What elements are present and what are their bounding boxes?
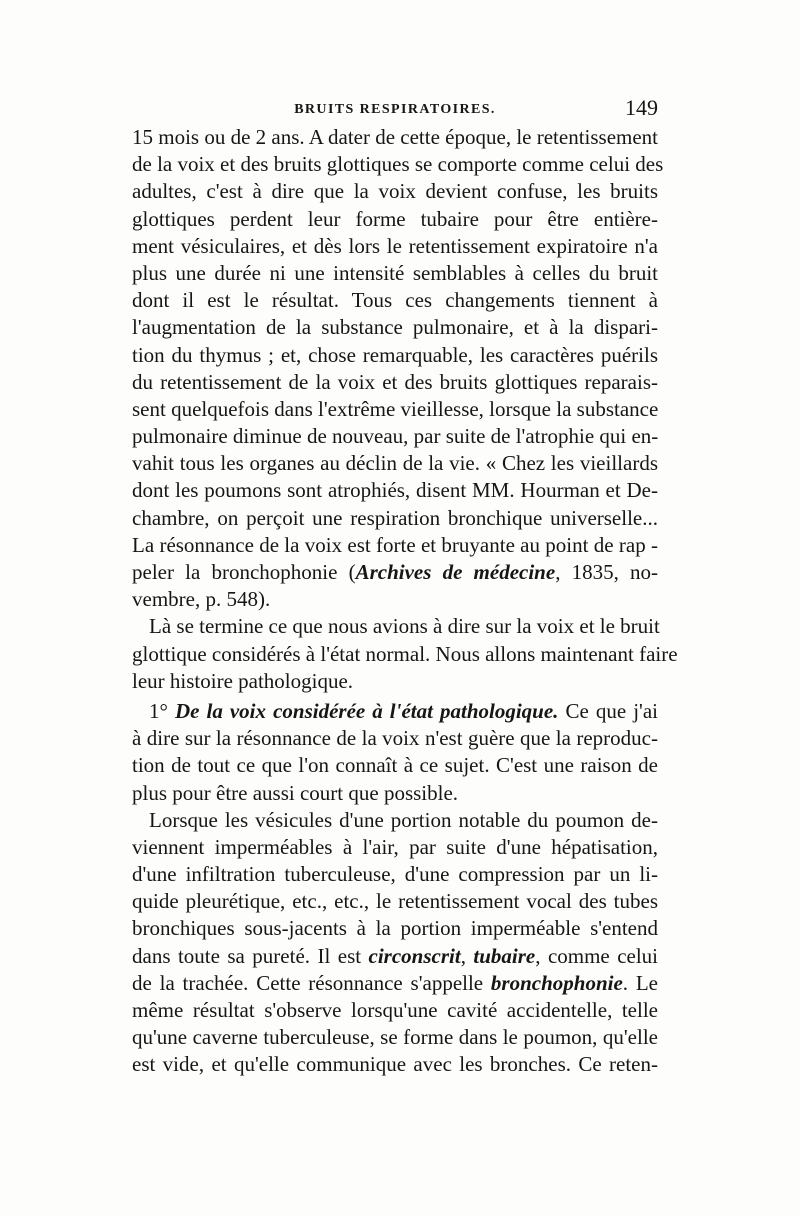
text-line: viennent imperméables à l'air, par suite d'une hépatisation, [132,834,658,859]
text-line: glottiques perdent leur forme tubaire pour être entière- [132,206,658,231]
emphasis-term: tubaire [473,943,536,968]
text-line: dont il est le résultat. Tous ces changements tiennent à [132,288,658,313]
text-segment: , comme celui [535,943,659,968]
text-line: La résonnance de la voix est forte et bruyante au point de rap - [132,532,658,557]
text-segment: , [460,943,474,968]
text-line: Lorsque les vésicules d'une portion notable du poumon de- [149,807,658,832]
text-segment: dans toute sa pureté. Il est [132,943,369,968]
text-line: tion du thymus ; et, chose remarquable, les caractères puérils [132,342,658,367]
text-line: de la voix et des bruits glottiques se comporte comme celui des [132,152,664,177]
text-line: qu'une caverne tuberculeuse, se forme dans le poumon, qu'elle [132,1025,658,1050]
text-line-with-citation [132,559,658,586]
text-line: vahit tous les organes au déclin de la vie. « Chez les vieillards [132,451,658,476]
text-segment: de la trachée. Cette résonnance s'appelle [132,970,491,995]
text-line: vembre, p. 548). [132,587,271,612]
text-line: leur histoire pathologique. [132,668,354,693]
running-title: BRUITS RESPIRATOIRES. [294,102,496,117]
page-number: 149 [625,95,658,120]
text-line: est vide, et qu'elle communique avec les bronches. Ce reten- [132,1052,658,1077]
text-line: sent quelquefois dans l'extrême vieillesse, lorsque la substance [132,396,659,421]
text-segment: peler la bronchophonie ( [132,560,356,584]
page-header [132,92,658,122]
text-line: d'une infiltration tuberculeuse, d'une compression par un li- [132,862,658,887]
text-line: du retentissement de la voix et des bruits glottiques reparais- [132,369,658,394]
text-line: l'augmentation de la substance pulmonaire, et à la dispari- [132,315,658,340]
text-segment: Ce que j'ai [558,698,658,723]
text-line: même résultat s'observe lorsqu'une cavité accidentelle, telle [132,998,658,1022]
text-line: plus pour être aussi court que possible. [132,780,459,805]
text-line: quide pleurétique, etc., etc., le retentissement vocal des tubes [132,889,658,914]
section-number: 1° [149,698,175,723]
body-text [132,124,678,1079]
text-line: plus une durée ni une intensité semblables à celles du bruit [132,260,658,285]
text-line: ment vésiculaires, et dès lors le retentissement expiratoire n'a [132,233,658,258]
emphasis-term: bronchophonie [490,970,623,995]
text-line: chambre, on perçoit une respiration bronchique universelle... [132,505,658,530]
text-line: Là se termine ce que nous avions à dire sur la voix et le bruit [149,614,660,639]
text-segment: , 1835, no- [555,560,659,584]
text-line: à dire sur la résonnance de la voix n'est guère que la reproduc- [132,726,658,751]
text-line: adultes, c'est à dire que la voix devient confuse, les bruits [132,179,658,204]
text-line-with-emphasis [132,943,658,970]
text-line: pulmonaire diminue de nouveau, par suite de l'atrophie qui en- [132,424,659,449]
text-line: dont les poumons sont atrophiés, disent MM. Hourman et De- [132,478,658,503]
text-line-with-emphasis [132,970,658,997]
text-segment: . Le [622,970,658,995]
text-line: 15 mois ou de 2 ans. A dater de cette époque, le retentissement [132,125,659,149]
text-line: bronchiques sous-jacents à la portion imperméable s'entend [132,916,658,941]
emphasis-term: circonscrit [368,943,461,968]
citation-title: Archives de médecine [355,560,556,584]
text-line: tion de tout ce que l'on connaît à ce sujet. C'est une raison de [132,753,658,778]
text-line: glottique considérés à l'état normal. Nous allons maintenant faire [132,641,678,666]
section-title: De la voix considérée à l'état pathologique. [174,698,559,723]
section-heading-line [132,698,658,725]
